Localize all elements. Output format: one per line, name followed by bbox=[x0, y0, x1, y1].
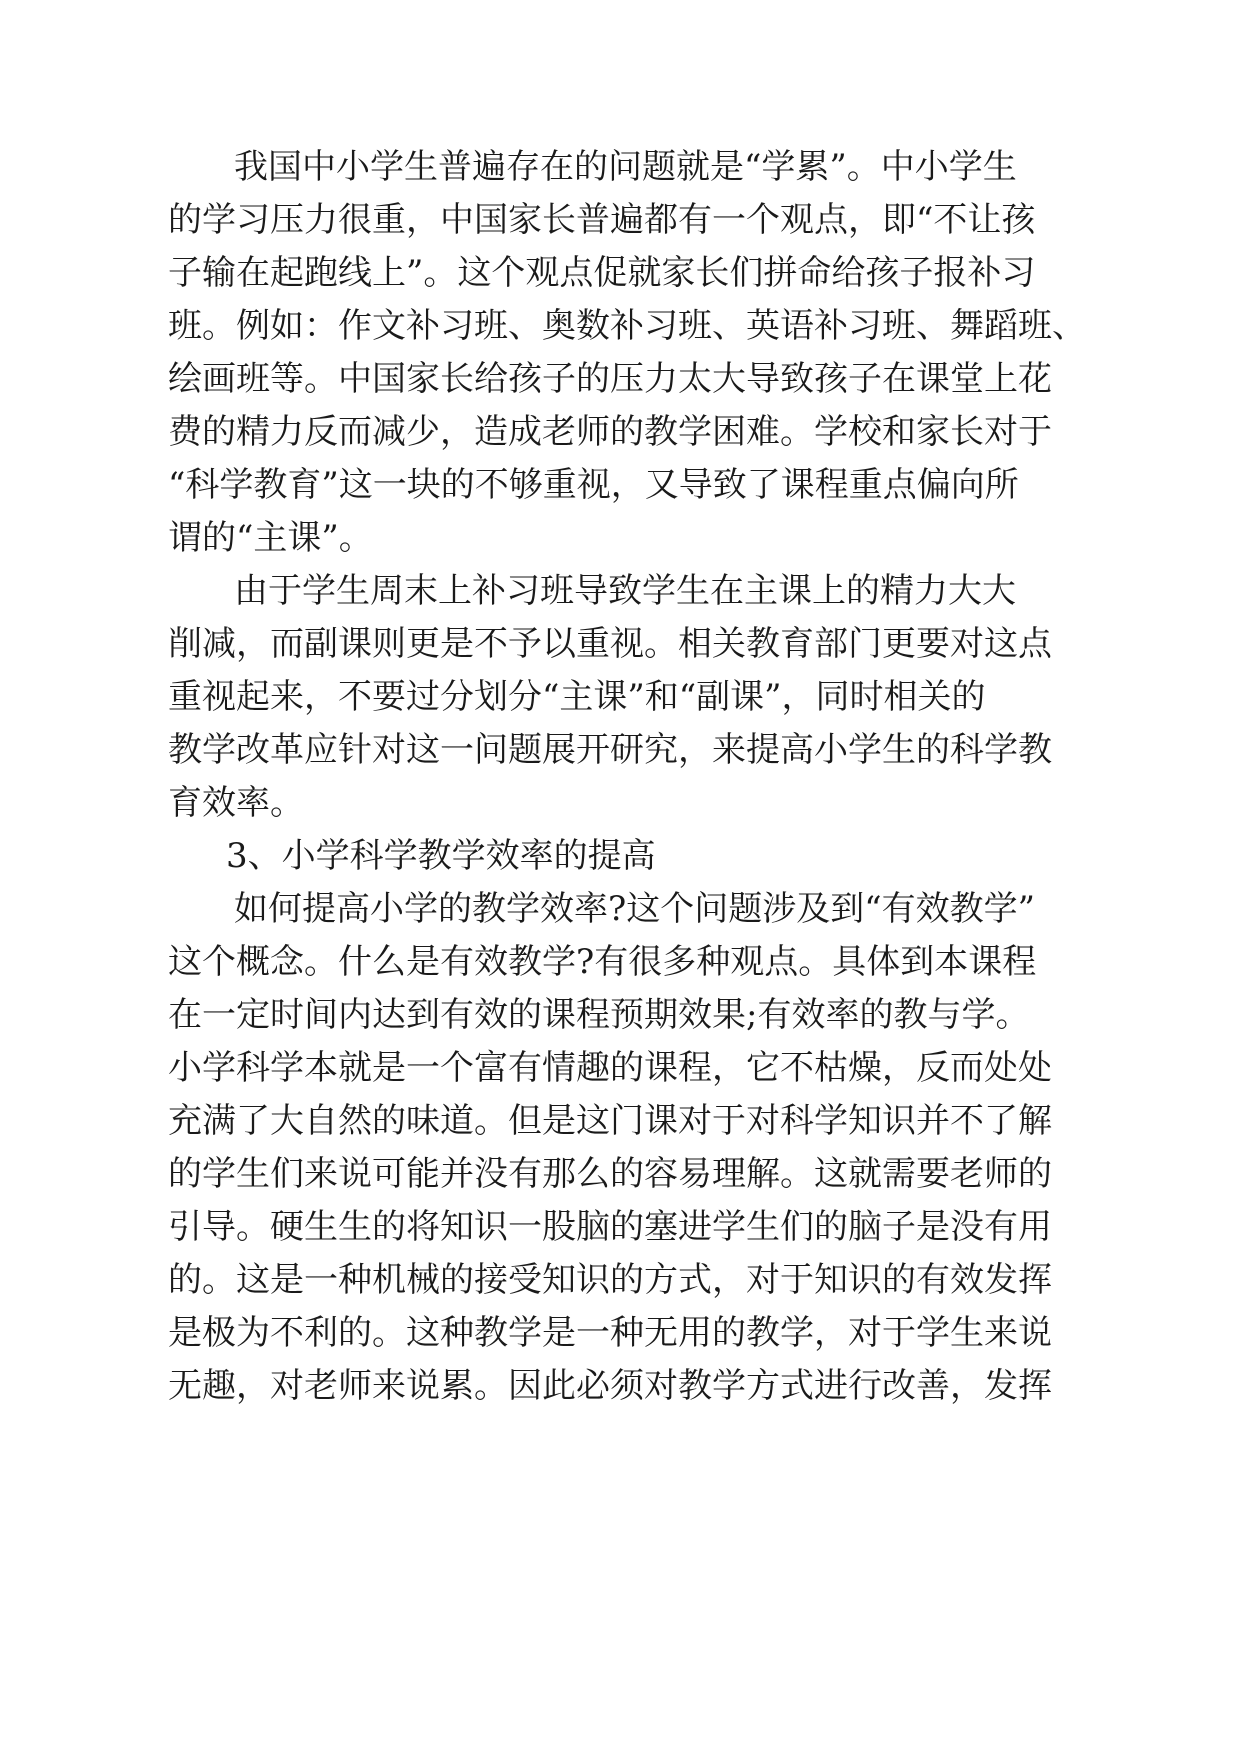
text-line: 由于学生周末上补习班导致学生在主课上的精力大大 bbox=[234, 571, 1016, 611]
text-line: 的学生们来说可能并没有那么的容易理解。这就需要老师的 bbox=[168, 1154, 1052, 1194]
text-line: 这个概念。什么是有效教学?有很多种观点。具体到本课程 bbox=[168, 942, 1037, 982]
text-line: 我国中小学生普遍存在的问题就是“学累”。中小学生 bbox=[234, 147, 1017, 187]
text-line: 重视起来，不要过分划分“主课”和“副课”，同时相关的 bbox=[168, 677, 986, 717]
text-line: 的学习压力很重，中国家长普遍都有一个观点，即“不让孩 bbox=[168, 200, 1036, 240]
section-heading: 3、小学科学教学效率的提高 bbox=[226, 836, 656, 876]
text-line: 班。例如：作文补习班、奥数补习班、英语补习班、舞蹈班、 bbox=[168, 306, 1086, 346]
text-line: 费的精力反而减少，造成老师的教学困难。学校和家长对于 bbox=[168, 412, 1052, 452]
text-line: 育效率。 bbox=[168, 783, 304, 823]
text-line: 小学科学本就是一个富有情趣的课程，它不枯燥，反而处处 bbox=[168, 1048, 1052, 1088]
text-line: 无趣，对老师来说累。因此必须对教学方式进行改善，发挥 bbox=[168, 1366, 1052, 1406]
text-line: 教学改革应针对这一问题展开研究，来提高小学生的科学教 bbox=[168, 730, 1052, 770]
text-line: 如何提高小学的教学效率?这个问题涉及到“有效教学” bbox=[234, 889, 1035, 929]
text-line: 引导。硬生生的将知识一股脑的塞进学生们的脑子是没有用 bbox=[168, 1207, 1052, 1247]
text-line: 是极为不利的。这种教学是一种无用的教学，对于学生来说 bbox=[168, 1313, 1052, 1353]
text-line: 子输在起跑线上”。这个观点促就家长们拼命给孩子报补习 bbox=[168, 253, 1036, 293]
text-line: 绘画班等。中国家长给孩子的压力太大导致孩子在课堂上花 bbox=[168, 359, 1052, 399]
text-line: 在一定时间内达到有效的课程预期效果;有效率的教与学。 bbox=[168, 995, 1030, 1035]
text-line: “科学教育”这一块的不够重视，又导致了课程重点偏向所 bbox=[168, 465, 1019, 505]
text-line: 的。这是一种机械的接受知识的方式，对于知识的有效发挥 bbox=[168, 1260, 1052, 1300]
text-line: 谓的“主课”。 bbox=[168, 518, 373, 558]
text-line: 削减，而副课则更是不予以重视。相关教育部门更要对这点 bbox=[168, 624, 1052, 664]
text-line: 充满了大自然的味道。但是这门课对于对科学知识并不了解 bbox=[168, 1101, 1052, 1141]
